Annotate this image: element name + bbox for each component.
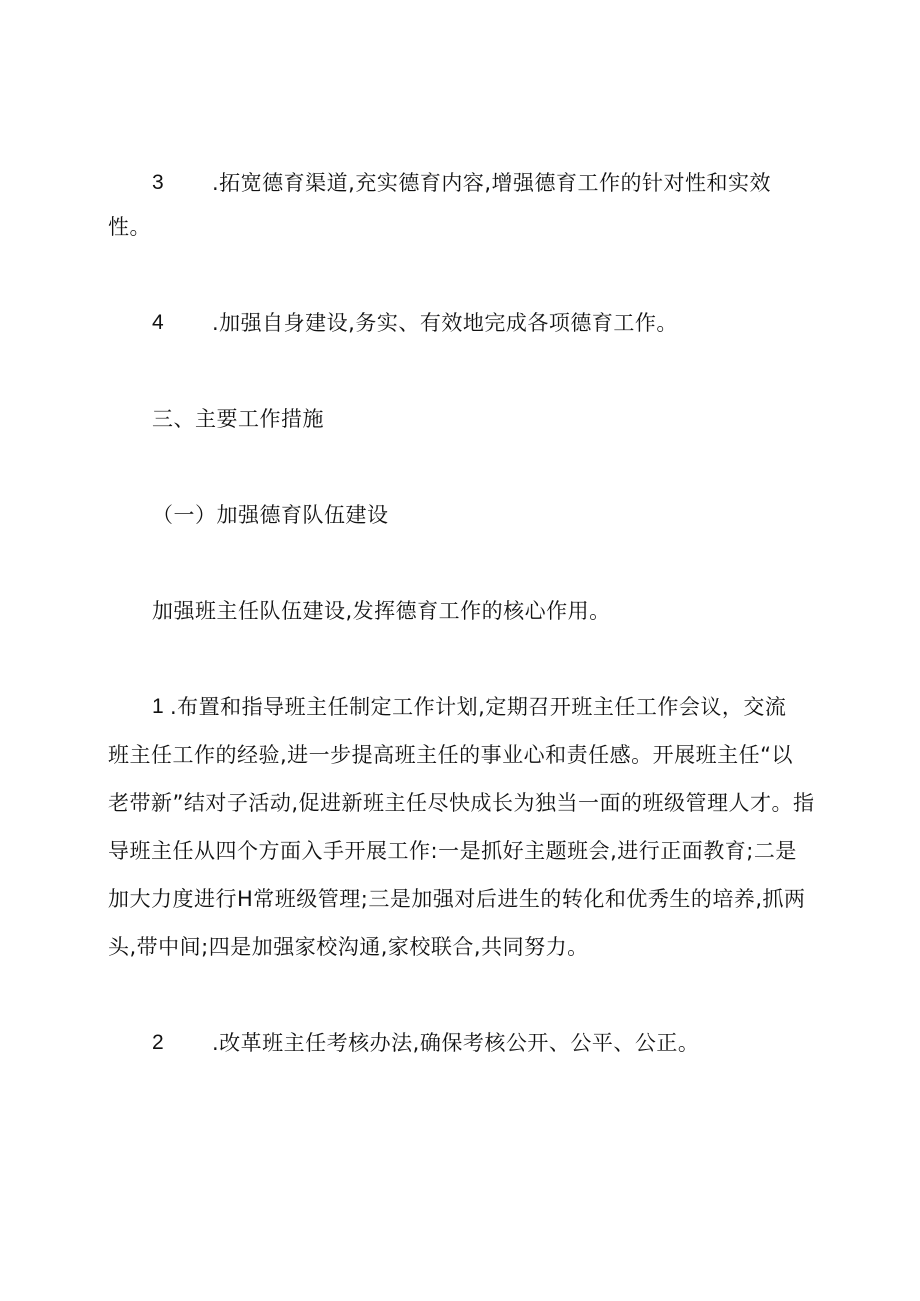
item-3-number: 3 (152, 171, 165, 194)
item-4-number: 4 (152, 311, 165, 334)
item-1-text-line-4: 导班主任从四个方面入手开展工作:一是抓好主题班会,进行正面教育;二是 (108, 839, 797, 863)
item-2-number: 2 (152, 1031, 165, 1054)
item-1-text-line-6: 头,带中间;四是加强家校沟通,家校联合,共同努力。 (108, 935, 589, 959)
item-3-text-line-1: .拓宽德育渠道,充实德育内容,增强德育工作的针对性和实效 (212, 171, 772, 195)
section-heading-text: 三、主要工作措施 (152, 407, 324, 431)
item-1-text-line-5: 加大力度进行H常班级管理;三是加强对后进生的转化和优秀生的培养,抓两 (108, 887, 806, 911)
item-1-text-line-3: 老带新”结对子活动,促进新班主任尽快成长为独当一面的班级管理人才。指 (108, 791, 815, 815)
item-1-number: 1 (152, 695, 165, 718)
subsection-heading-text: （一）加强德育队伍建设 (152, 503, 389, 527)
item-1-text-line-1: .布置和指导班主任制定工作计划,定期召开班主任工作会议，交流 (170, 695, 787, 719)
intro-paragraph-text: 加强班主任队伍建设,发挥德育工作的核心作用。 (152, 599, 611, 623)
item-3-text-line-2: 性。 (108, 215, 151, 239)
item-4-text: .加强自身建设,务实、有效地完成各项德育工作。 (212, 311, 678, 335)
item-1-text-line-2: 班主任工作的经验,进一步提高班主任的事业心和责任感。开展班主任“以 (108, 743, 794, 767)
item-2-text: .改革班主任考核办法,确保考核公开、公平、公正。 (212, 1031, 700, 1055)
